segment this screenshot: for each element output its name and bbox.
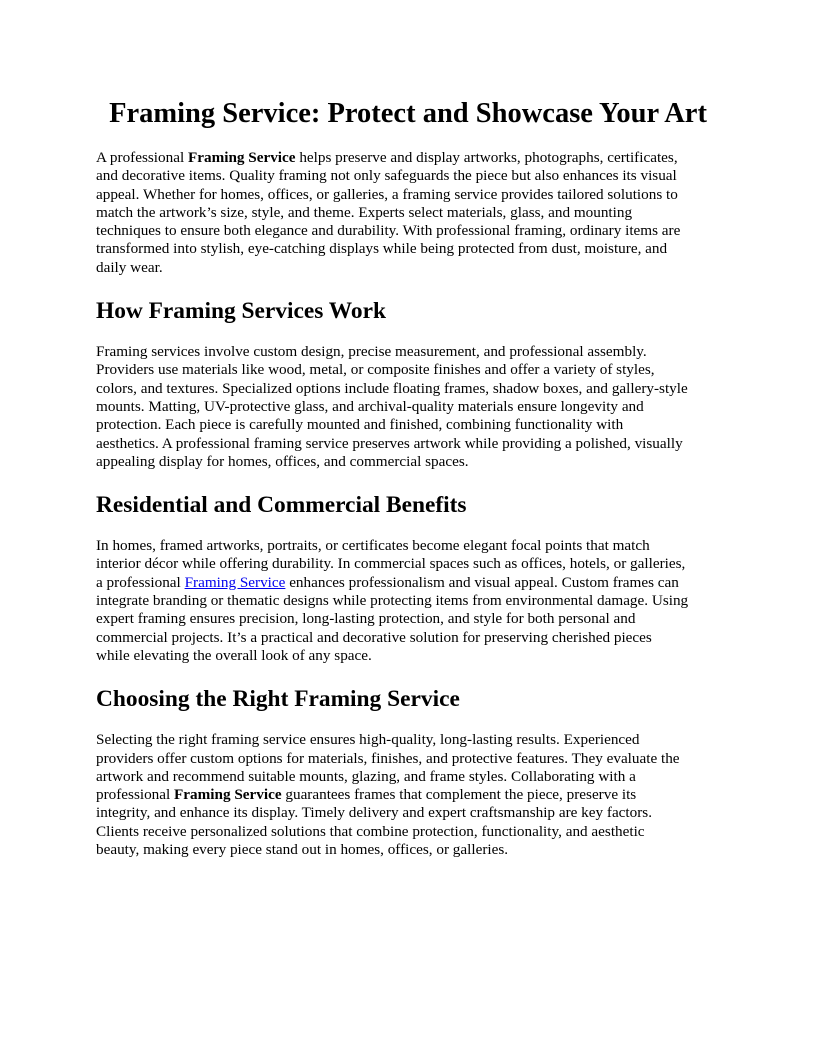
text-line: and decorative items. Quality framing not only safeguards the piece but also enhances its visual xyxy=(96,167,677,185)
text-run: helps preserve and display artworks, photographs, certificates, xyxy=(295,149,678,166)
text-line xyxy=(96,786,720,804)
benefits-paragraph xyxy=(96,537,720,665)
text-run: guarantees frames that complement the piece, preserve its xyxy=(281,786,637,804)
choosing-paragraph xyxy=(96,731,720,859)
section-heading-how-it-works: How Framing Services Work xyxy=(96,298,386,325)
text-line: appealing display for homes, offices, and commercial spaces. xyxy=(96,452,469,470)
document-page xyxy=(96,96,720,859)
text-line: mounts. Matting, UV-protective glass, and archival-quality materials ensure longevity and xyxy=(96,397,644,415)
section-heading-choosing: Choosing the Right Framing Service xyxy=(96,686,460,713)
bold-keyword: Framing Service xyxy=(187,149,296,166)
text-run: A professional xyxy=(96,149,188,166)
text-run: enhances professionalism and visual appeal. Custom frames can xyxy=(285,573,679,591)
text-line: while elevating the overall look of any space. xyxy=(96,646,372,664)
text-line: appeal. Whether for homes, offices, or galleries, a framing service provides tailored solutions to xyxy=(96,185,678,203)
page-title: Framing Service: Protect and Showcase Your Art xyxy=(109,98,707,129)
text-line: providers offer custom options for materials, finishes, and protective features. They evaluate the xyxy=(96,749,680,767)
text-line: In homes, framed artworks, portraits, or certificates become elegant focal points that match xyxy=(96,537,650,555)
text-line: match the artwork’s size, style, and theme. Experts select materials, glass, and mounting xyxy=(96,203,633,221)
section-heading-benefits: Residential and Commercial Benefits xyxy=(96,492,467,519)
text-line: Providers use materials like wood, metal, or composite finishes and offer a variety of styles, xyxy=(96,361,655,379)
text-line: artwork and recommend suitable mounts, glazing, and frame styles. Collaborating with a xyxy=(96,767,636,785)
text-line: techniques to ensure both elegance and durability. With professional framing, ordinary items are xyxy=(96,222,681,240)
text-line: Selecting the right framing service ensures high-quality, long-lasting results. Experienced xyxy=(96,731,640,749)
text-line: daily wear. xyxy=(96,258,163,276)
text-line: aesthetics. A professional framing service preserves artwork while providing a polished, visually xyxy=(96,434,683,452)
text-line: expert framing ensures precision, long-lasting protection, and style for both personal and xyxy=(96,610,636,628)
text-line xyxy=(96,574,720,592)
text-line: commercial projects. It’s a practical and decorative solution for preserving cherished pieces xyxy=(96,628,652,646)
framing-service-link[interactable]: Framing Service xyxy=(184,573,286,591)
text-run: professional xyxy=(96,786,175,804)
text-line: colors, and textures. Specialized options include floating frames, shadow boxes, and gallery-style xyxy=(96,379,688,397)
text-line: integrate branding or thematic designs while protecting items from environmental damage. Using xyxy=(96,592,689,610)
text-line: interior décor while offering durability. In commercial spaces such as offices, hotels, or galleries, xyxy=(96,555,686,573)
text-line: Framing services involve custom design, precise measurement, and professional assembly. xyxy=(96,343,647,361)
intro-paragraph xyxy=(96,149,720,277)
text-line: integrity, and enhance its display. Timely delivery and expert craftsmanship are key factors. xyxy=(96,804,653,822)
text-line xyxy=(96,149,720,167)
text-line: transformed into stylish, eye-catching displays while being protected from dust, moisture, and xyxy=(96,240,668,258)
text-line: beauty, making every piece stand out in homes, offices, or galleries. xyxy=(96,841,509,859)
text-line: Clients receive personalized solutions that combine protection, functionality, and aesthetic xyxy=(96,822,645,840)
text-line: protection. Each piece is carefully mounted and finished, combining functionality with xyxy=(96,416,624,434)
text-run: a professional xyxy=(96,573,185,591)
bold-keyword: Framing Service xyxy=(174,786,282,804)
how-it-works-paragraph xyxy=(96,343,720,471)
